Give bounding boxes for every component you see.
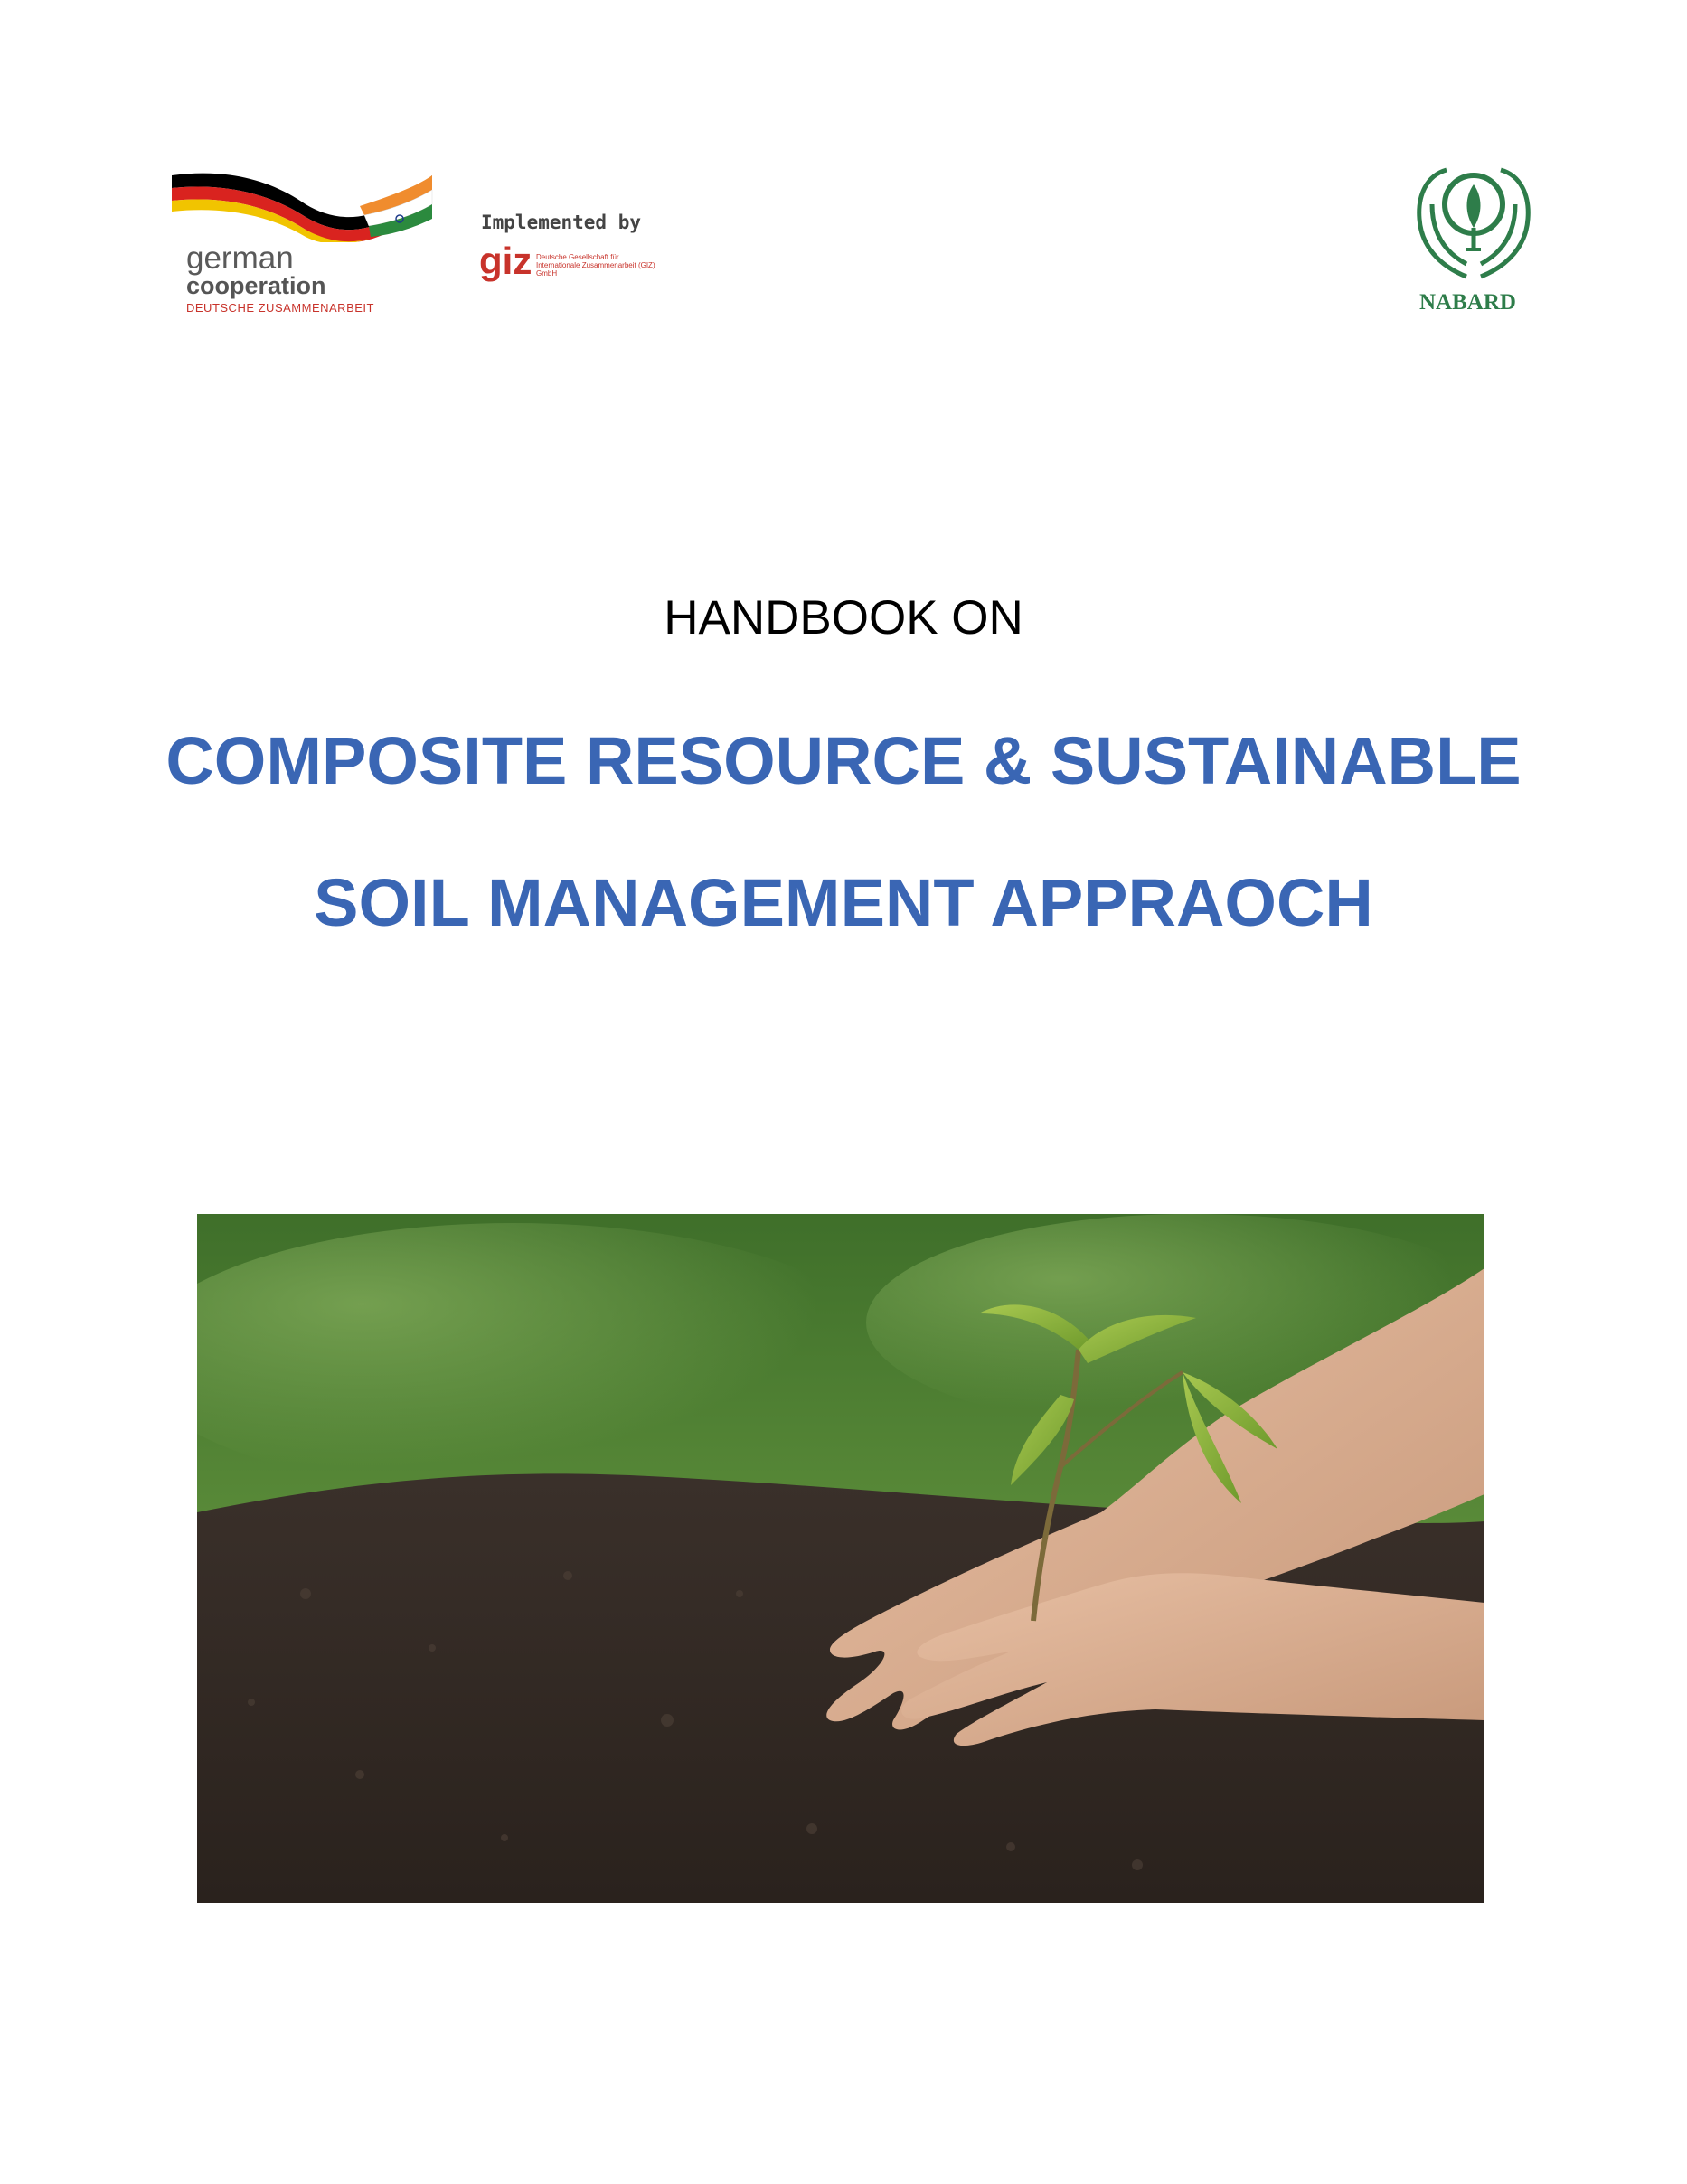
cooperation-text: cooperation [186, 272, 326, 299]
title-line-1: COMPOSITE RESOURCE & SUSTAINABLE [165, 723, 1522, 798]
implemented-by-text: Implemented by [481, 212, 642, 233]
deutsche-zusammenarbeit-text: DEUTSCHE ZUSAMMENARBEIT [186, 301, 374, 315]
nabard-emblem-icon [1410, 159, 1537, 290]
title-line-2: SOIL MANAGEMENT APPRAOCH [314, 865, 1373, 940]
german-text: german [186, 240, 294, 276]
giz-fullname-text: Deutsche Gesellschaft für Internationale Zusammenarbeit (GIZ) GmbH [536, 253, 655, 278]
giz-logo [479, 210, 660, 300]
flag-ribbon-icon [170, 170, 441, 242]
handbook-subtitle: HANDBOOK ON [664, 591, 1023, 645]
german-cooperation-logo [170, 170, 441, 324]
giz-wordmark: giz [479, 240, 532, 282]
cover-photo-seedling [197, 1214, 1484, 1903]
seedling-in-soil-image [197, 1214, 1484, 1903]
nabard-logo [1410, 159, 1537, 322]
nabard-text: NABARD [1419, 290, 1516, 315]
